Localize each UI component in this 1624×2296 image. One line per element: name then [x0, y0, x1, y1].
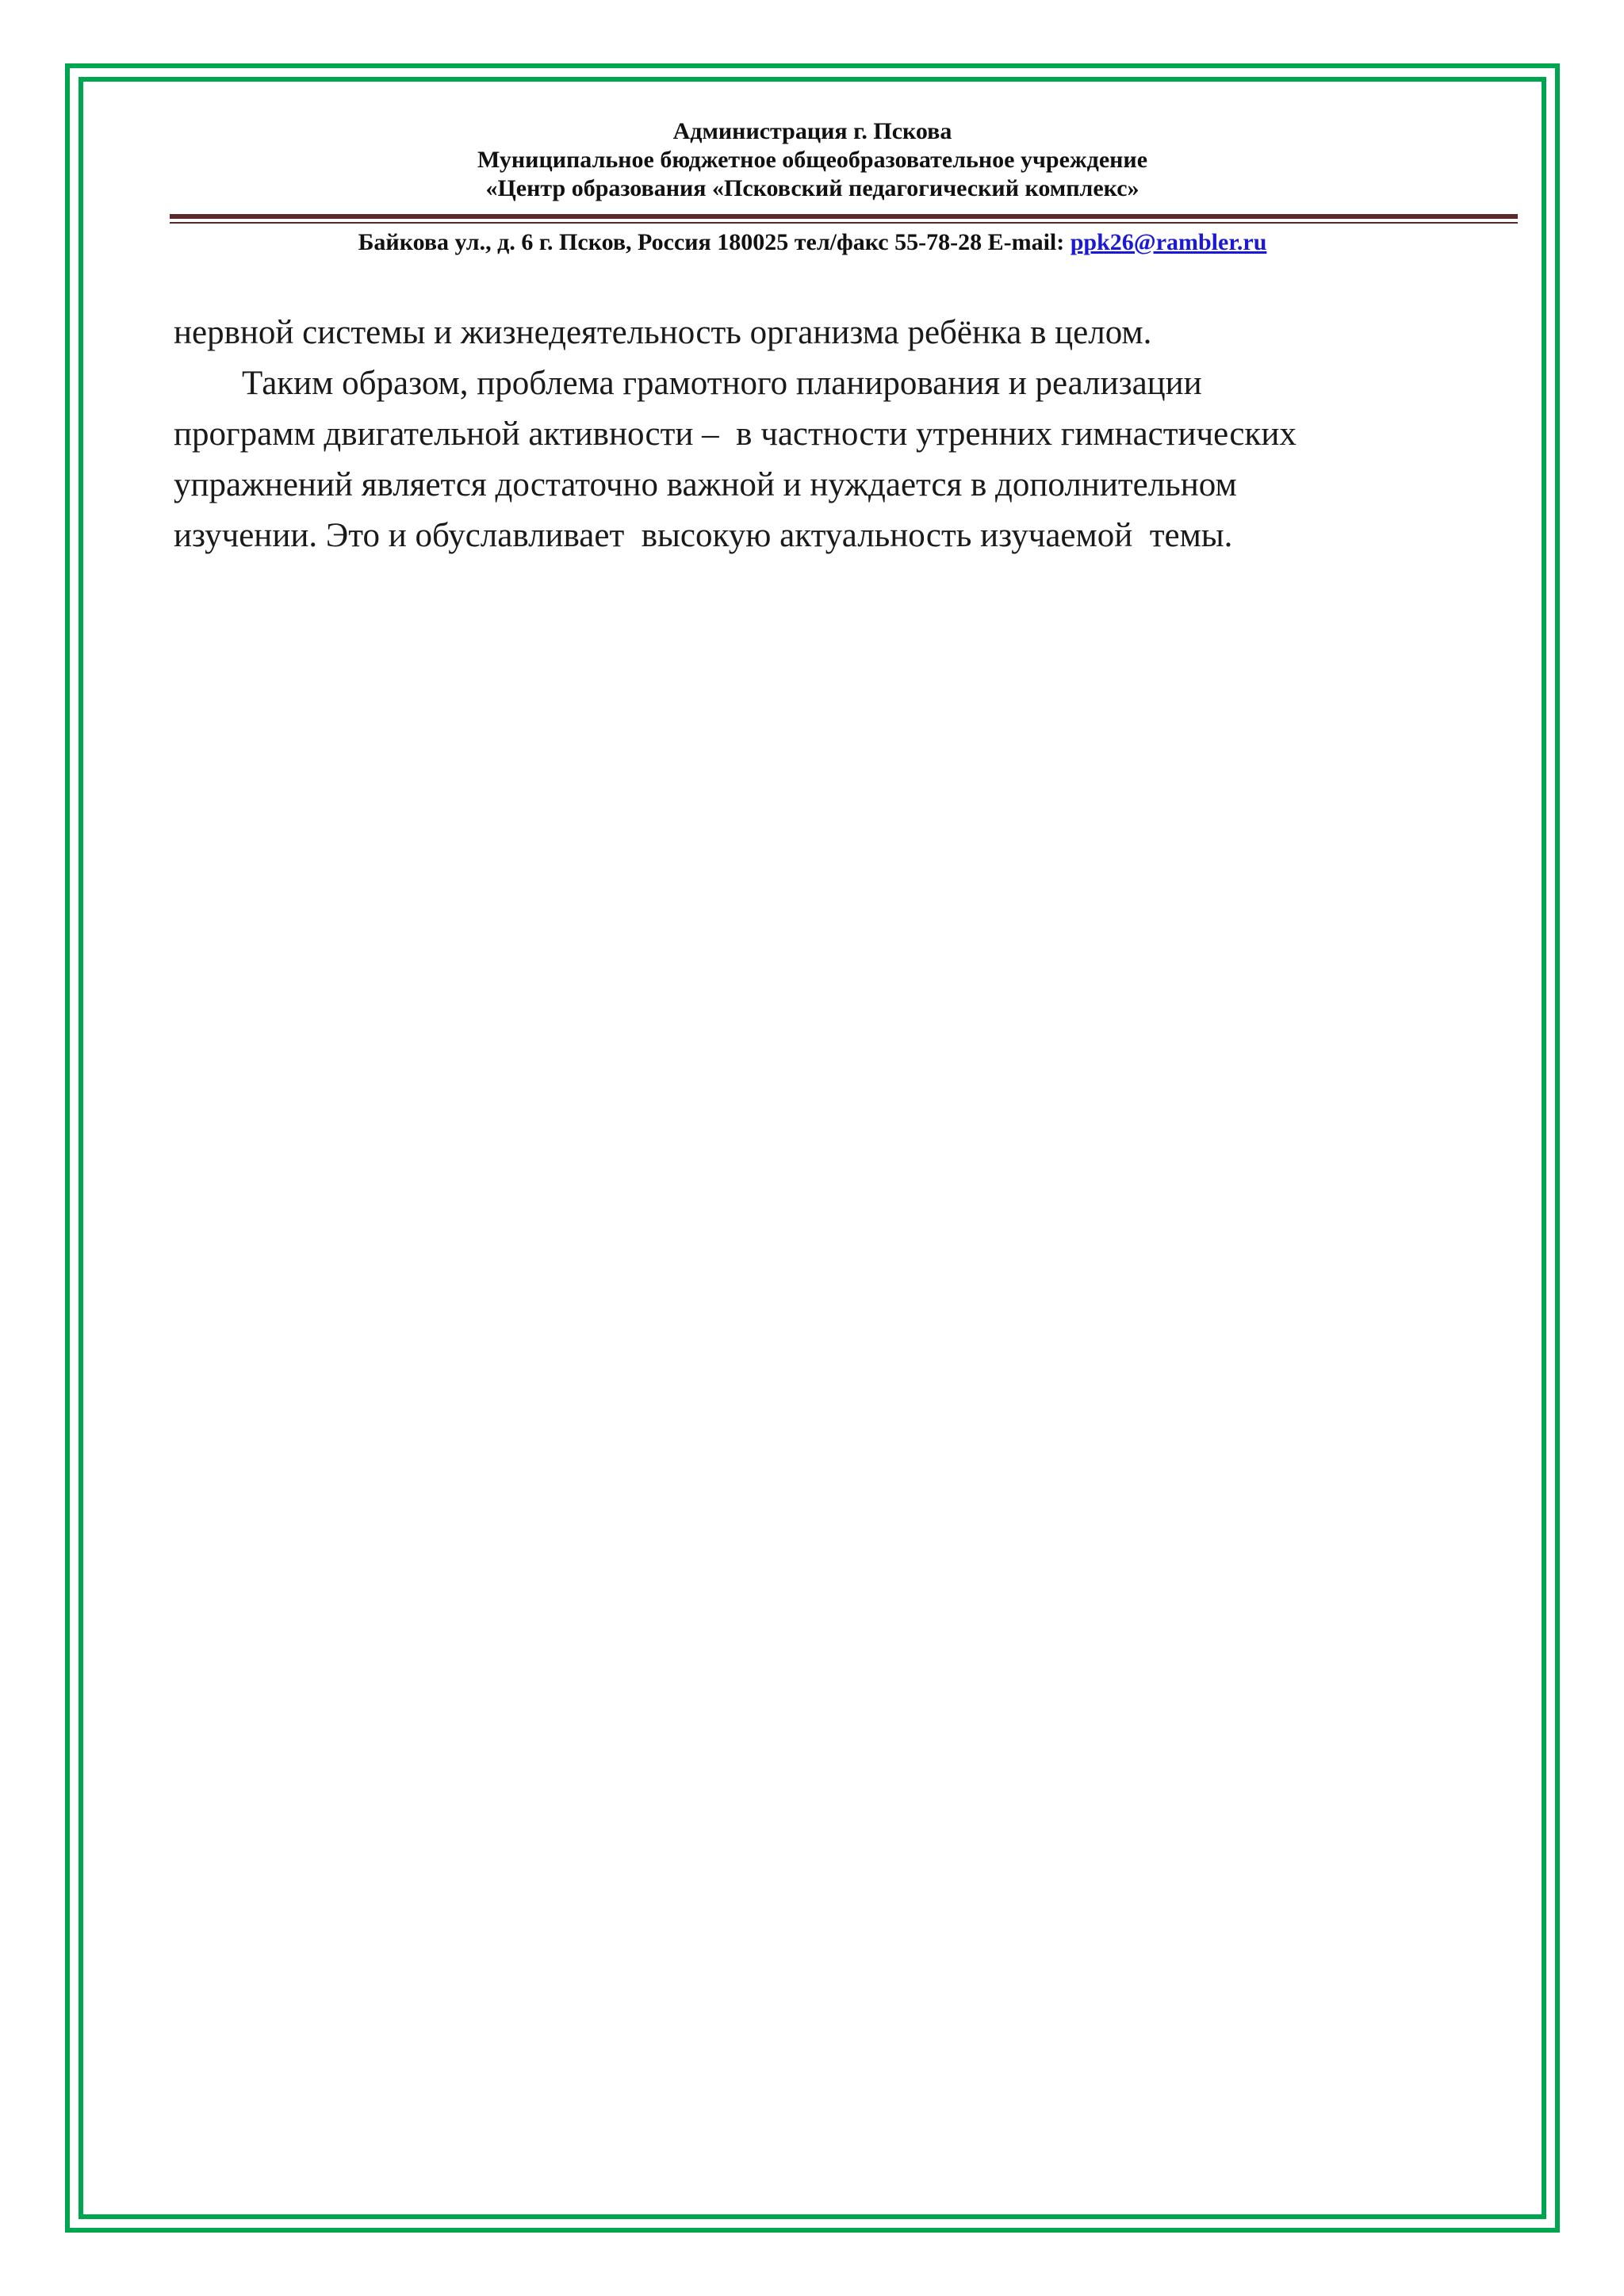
header-divider-thin — [170, 222, 1518, 224]
body-line: Таким образом, проблема грамотного планирования и реализации — [174, 365, 1202, 402]
letterhead — [79, 117, 1546, 203]
body-line: нервной системы и жизнедеятельность организма ребёнка в целом. — [174, 314, 1152, 351]
letterhead-center-name: «Центр образования «Псковский педагогический комплекс» — [485, 175, 1139, 201]
body-line: изучении. Это и обуславливает высокую актуальность изучаемой темы. — [174, 517, 1233, 554]
body-line: программ двигательной активности – в частности утренних гимнастических — [174, 415, 1297, 453]
address-text: Байкова ул., д. 6 г. Псков, Россия 180025 тел/факс 55-78-28 E-mail: — [358, 229, 1071, 255]
header-divider-thick — [170, 214, 1518, 219]
document-body — [174, 308, 1474, 561]
letterhead-address-line — [79, 228, 1546, 257]
letterhead-administration: Администрация г. Пскова — [672, 118, 952, 144]
body-line: упражнений является достаточно важной и нуждается в дополнительном — [174, 466, 1237, 503]
letterhead-institution: Муниципальное бюджетное общеобразовательное учреждение — [477, 147, 1148, 173]
email-link[interactable]: ppk26@rambler.ru — [1070, 229, 1267, 255]
